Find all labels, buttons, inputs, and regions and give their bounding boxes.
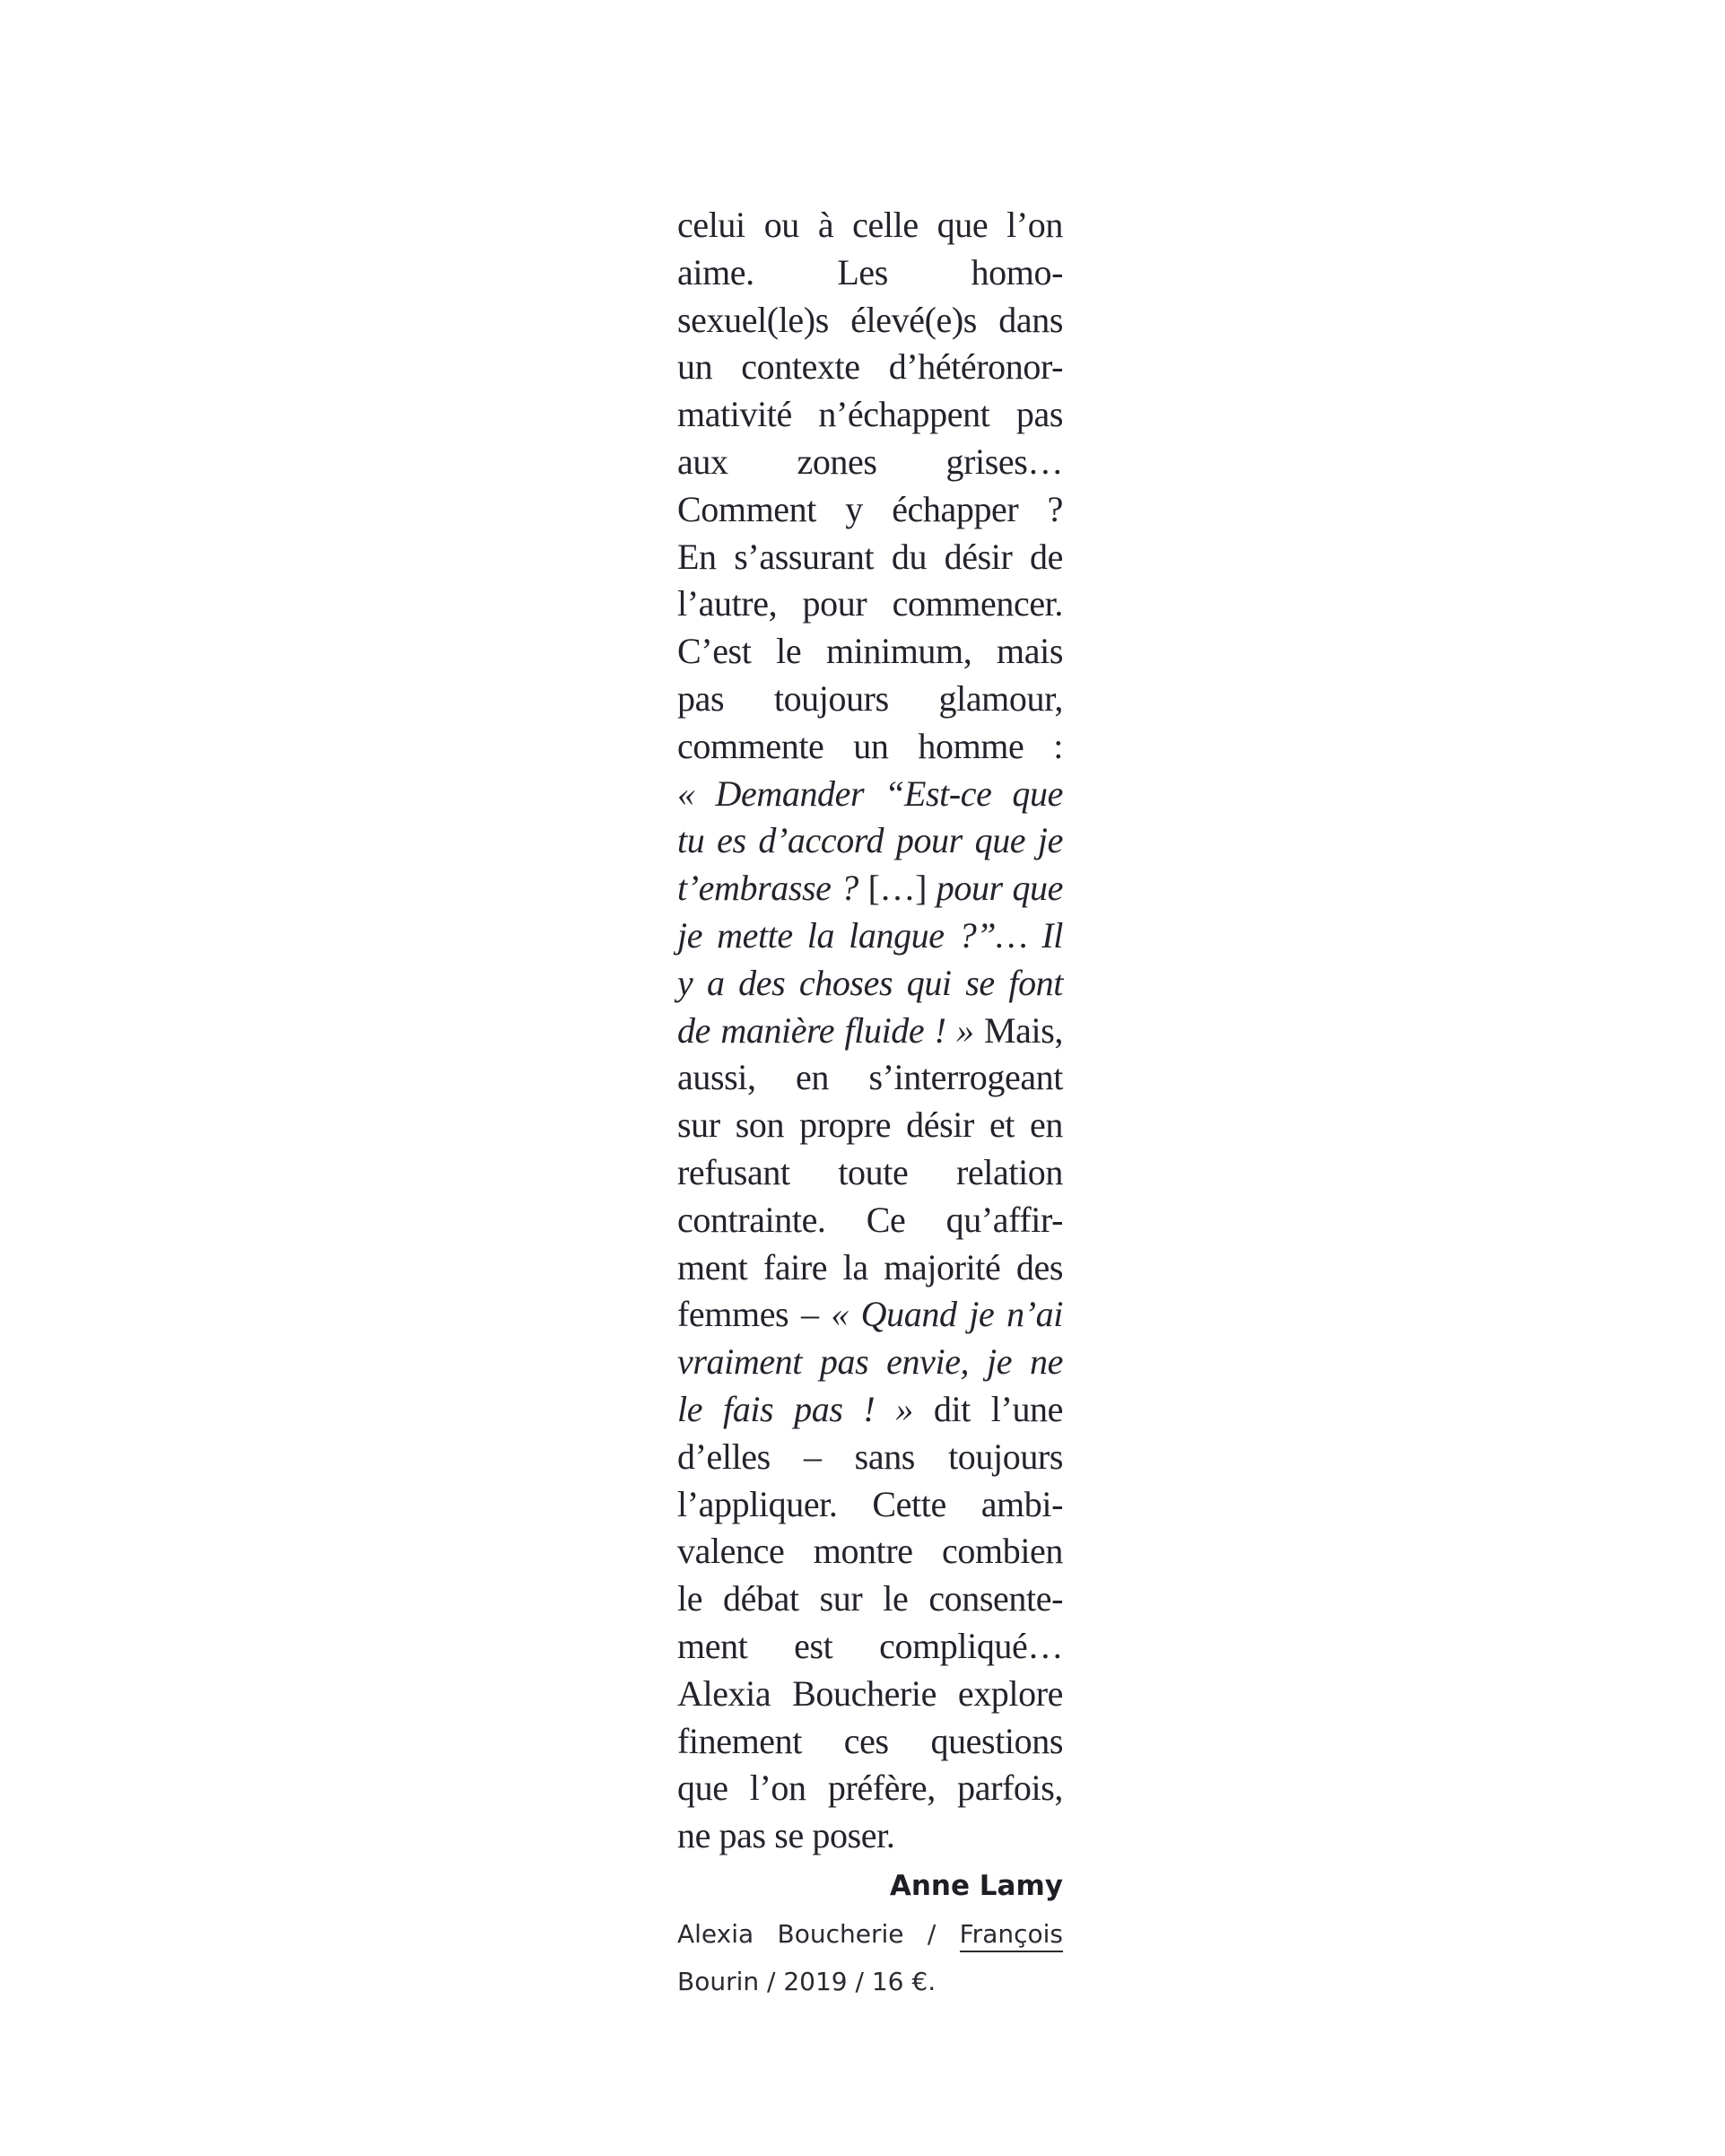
body-text: C’est le minimum, mais <box>677 631 1063 672</box>
text-line <box>677 1576 1063 1623</box>
text-line <box>677 1528 1063 1576</box>
text-line <box>677 1339 1063 1386</box>
quote-text: t’embrasse ? <box>677 868 868 909</box>
text-line <box>677 1386 1063 1434</box>
text-line <box>677 1054 1063 1102</box>
text-line <box>677 344 1063 391</box>
text-line <box>677 439 1063 486</box>
body-text: un contexte d’hétéronor- <box>677 346 1063 388</box>
text-line <box>677 1434 1063 1481</box>
text-line <box>677 960 1063 1008</box>
body-text: que l’on préfère, parfois, <box>677 1768 1063 1809</box>
body-text: dit l’une <box>912 1388 1063 1429</box>
text-line <box>677 1291 1063 1339</box>
body-text: mativité n’échappent pas <box>677 394 1063 435</box>
body-text: valence montre combien <box>677 1531 1063 1572</box>
book-author: Alexia Boucherie / <box>677 1918 960 1949</box>
text-line <box>677 1765 1063 1812</box>
text-line <box>677 1244 1063 1292</box>
article-body <box>677 202 1063 1860</box>
text-line <box>677 676 1063 723</box>
quote-text: je mette la langue ?”… Il <box>677 914 1063 956</box>
text-line <box>677 1481 1063 1529</box>
text-line <box>677 534 1063 581</box>
text-line <box>677 628 1063 676</box>
body-text: l’appliquer. Cette ambi- <box>677 1483 1063 1524</box>
text-line <box>677 249 1063 297</box>
text-line <box>677 202 1063 249</box>
body-text: refusant toute relation <box>677 1151 1063 1192</box>
body-text: aime. Les homo- <box>677 251 1063 292</box>
body-text: finement ces questions <box>677 1720 1063 1761</box>
body-text: pas toujours glamour, <box>677 677 1063 719</box>
text-line <box>677 1812 1063 1860</box>
book-publisher: François <box>960 1919 1063 1952</box>
body-text: aux zones grises… <box>677 441 1063 482</box>
article-column <box>677 202 1063 2005</box>
body-text: femmes – <box>677 1294 832 1335</box>
body-text: En s’assurant du désir de <box>677 536 1063 577</box>
text-line <box>677 486 1063 534</box>
body-text: Mais, <box>973 1009 1064 1051</box>
text-line <box>677 723 1063 771</box>
body-text: commente un homme : <box>677 725 1063 766</box>
text-line <box>677 391 1063 439</box>
body-text: celui ou à celle que l’on <box>677 205 1063 245</box>
body-text: sexuel(le)s élevé(e)s dans <box>677 299 1063 340</box>
body-text: sur son propre désir et en <box>677 1104 1063 1146</box>
text-line <box>677 1197 1063 1244</box>
text-line <box>677 1102 1063 1149</box>
body-text: contrainte. Ce qu’affir- <box>677 1199 1063 1240</box>
quote-text: vraiment pas envie, je ne <box>677 1341 1063 1383</box>
quote-text: « Quand je n’ai <box>831 1294 1063 1335</box>
text-line <box>677 580 1063 628</box>
book-reference-line-2: Bourin / 2019 / 16 €. <box>677 1966 937 1996</box>
body-text: Alexia Boucherie explore <box>677 1672 1063 1714</box>
body-text: ne pas se poser. <box>677 1815 895 1856</box>
body-text: […] <box>867 868 928 909</box>
body-text: ment faire la majorité des <box>677 1246 1063 1287</box>
body-text: le débat sur le consente- <box>677 1578 1063 1619</box>
text-line <box>677 865 1063 912</box>
body-text: d’elles – sans toujours <box>677 1436 1063 1477</box>
quote-text: « Demander “Est-ce que <box>677 772 1063 814</box>
text-line <box>677 1718 1063 1766</box>
quote-text: pour que <box>927 868 1063 909</box>
body-text: Comment y échapper ? <box>677 488 1063 529</box>
quote-text: tu es d’accord pour que je <box>677 820 1063 861</box>
text-line <box>677 817 1063 865</box>
body-text: ment est compliqué… <box>677 1625 1063 1666</box>
text-line <box>677 1149 1063 1197</box>
text-line <box>677 771 1063 818</box>
body-text: aussi, en s’interrogeant <box>677 1057 1063 1098</box>
quote-text: le fais pas ! » <box>677 1388 913 1429</box>
text-line <box>677 1671 1063 1718</box>
text-line <box>677 1008 1063 1055</box>
body-text: l’autre, pour commencer. <box>677 583 1063 624</box>
text-line <box>677 912 1063 960</box>
text-line <box>677 1623 1063 1671</box>
quote-text: de manière fluide ! » <box>677 1009 974 1051</box>
book-reference-line-1 <box>677 1910 1063 1958</box>
article-author: Anne Lamy <box>889 1869 1063 1902</box>
text-line <box>677 297 1063 345</box>
quote-text: y a des choses qui se font <box>677 962 1063 1003</box>
